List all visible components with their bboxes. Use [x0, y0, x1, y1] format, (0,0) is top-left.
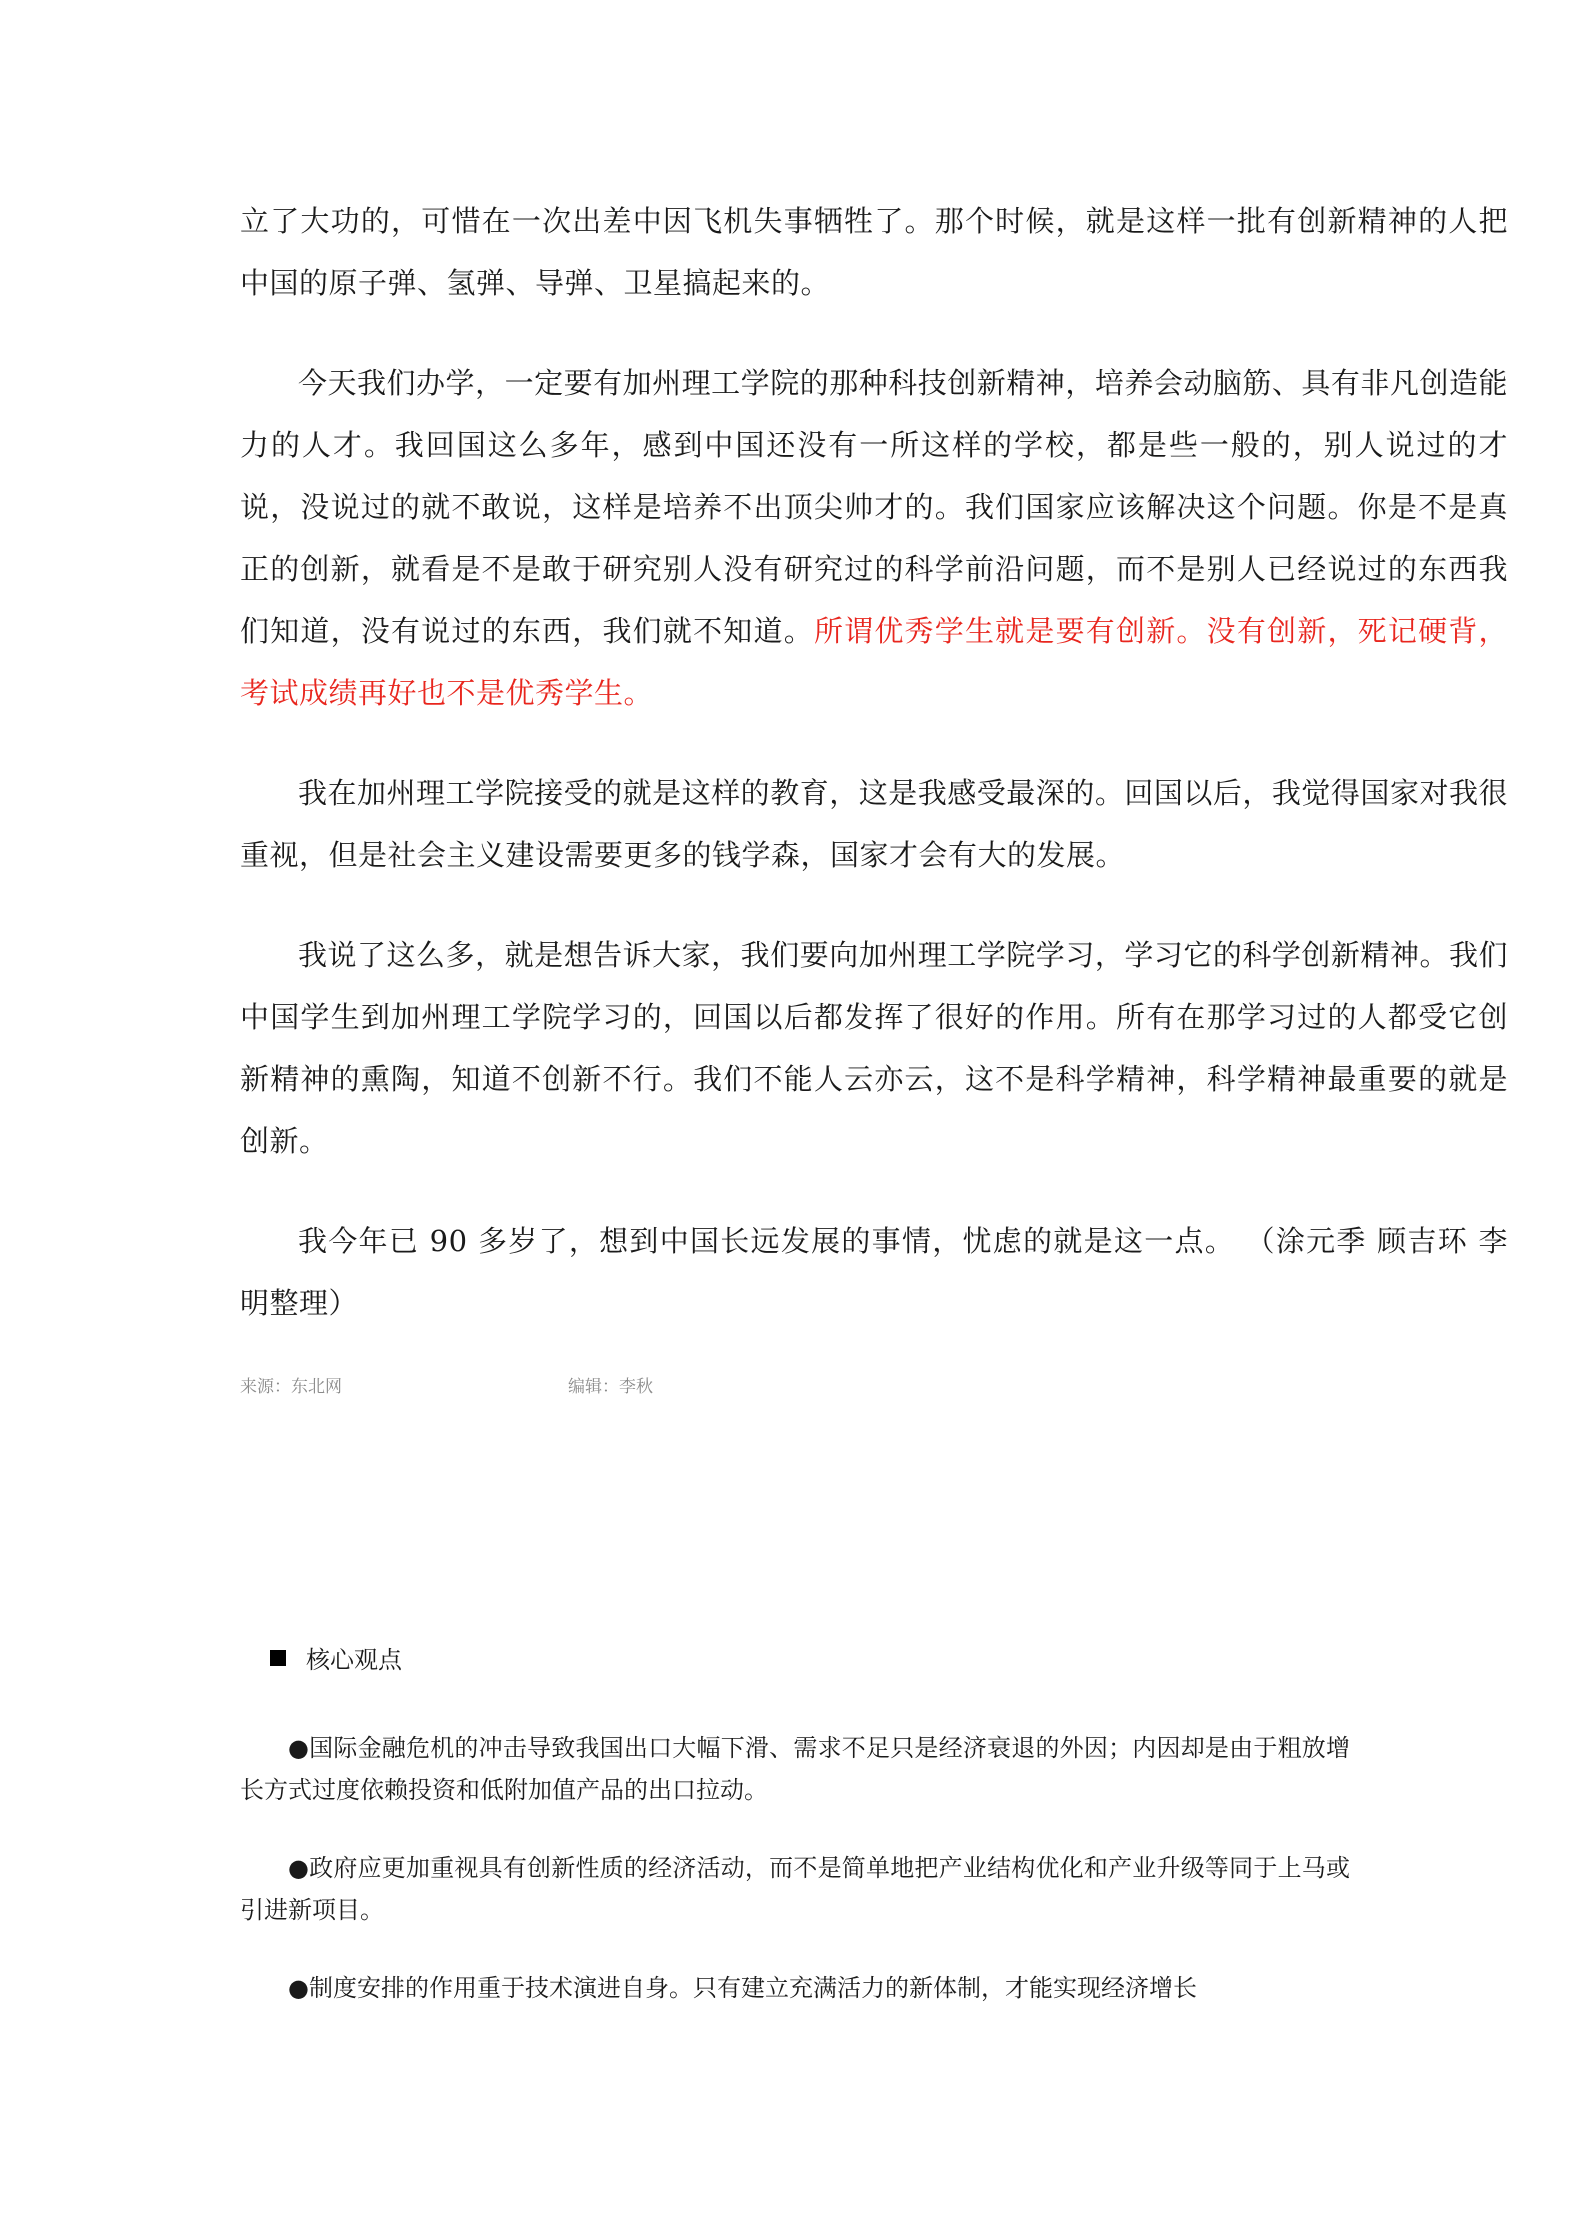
paragraph-4-text: 我说了这么多，就是想告诉大家，我们要向加州理工学院学习，学习它的科学创新精神。我们中国学生到加州理工学院学习的，回国以后都发挥了很好的作用。所有在那学习过的人都受它创新精神的熏陶，知道不创新不行。我们不能人云亦云，这不是科学精神，科学精神最重要的就是创新。: [240, 938, 1508, 1158]
paragraph-5: [240, 1210, 1508, 1334]
paragraph-2-highlight: 所谓优秀学生就是要有创新。没有创新，死记硬背，考试成绩再好也不是优秀学生。: [240, 614, 1508, 710]
core-item-2: ●政府应更加重视具有创新性质的经济活动，而不是简单地把产业结构优化和产业升级等同于上马或引进新项目。: [240, 1854, 1350, 1924]
article-body: [240, 190, 1508, 1372]
core-viewpoints-section: [240, 1640, 1350, 2045]
paragraph-5-text: 我今年已 90 多岁了，想到中国长远发展的事情，忧虑的就是这一点。 （涂元季 顾吉环 李 明整理）: [240, 1224, 1508, 1320]
paragraph-1-text: 立了大功的，可惜在一次出差中因飞机失事牺牲了。那个时候，就是这样一批有创新精神的人把中国的原子弹、氢弹、导弹、卫星搞起来的。: [240, 204, 1508, 300]
paragraph-2: [240, 352, 1508, 724]
core-viewpoints-heading: [270, 1640, 1350, 1675]
article-meta: [240, 1372, 653, 1397]
source-label: 来源：东北网: [240, 1377, 342, 1397]
core-viewpoints-title: 核心观点: [306, 1646, 402, 1674]
paragraph-3: [240, 762, 1508, 886]
core-item-3: ●制度安排的作用重于技术演进自身。只有建立充满活力的新体制，才能实现经济增长: [288, 1974, 1197, 2002]
paragraph-3-text: 我在加州理工学院接受的就是这样的教育，这是我感受最深的。回国以后，我觉得国家对我很重视，但是社会主义建设需要更多的钱学森，国家才会有大的发展。: [240, 776, 1508, 872]
paragraph-4: [240, 924, 1508, 1172]
paragraph-1: [240, 190, 1508, 314]
editor-label: 编辑：李秋: [568, 1377, 653, 1397]
paragraph-2-text: 今天我们办学，一定要有加州理工学院的那种科技创新精神，培养会动脑筋、具有非凡创造能力的人才。我回国这么多年，感到中国还没有一所这样的学校，都是些一般的，别人说过的才说，没说过的就不敢说，这样是培养不出顶尖帅才的。我们国家应该解决这个问题。你是不是真正的创新，就看是不是敢于研究别人没有研究过的科学前沿问题，而不是别人已经说过的东西我们知道，没有说过的东西，我们就不知道。: [240, 366, 1508, 648]
square-bullet-icon: [270, 1650, 286, 1666]
core-item-1: ●国际金融危机的冲击导致我国出口大幅下滑、需求不足只是经济衰退的外因；内因却是由于粗放增长方式过度依赖投资和低附加值产品的出口拉动。: [240, 1734, 1350, 1804]
